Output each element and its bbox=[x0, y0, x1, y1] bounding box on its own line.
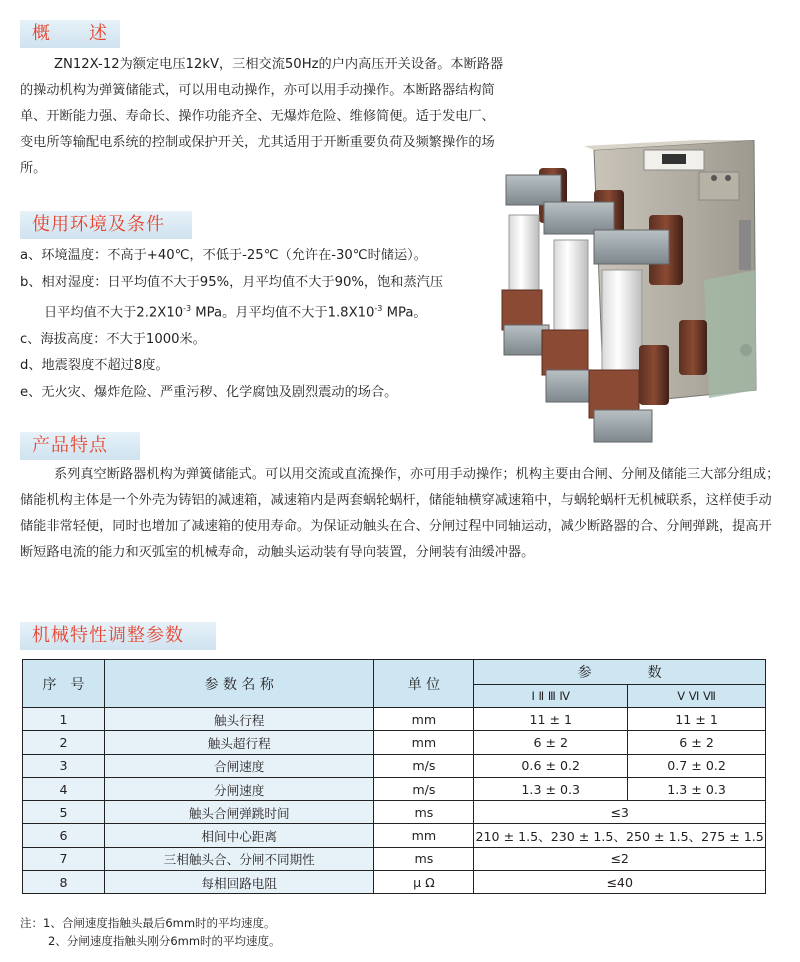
header-name: 参 数 名 称 bbox=[104, 660, 374, 708]
env-item-d: d、地震裂度不超过8度。 bbox=[20, 358, 169, 374]
section-heading-features: 产品特点 bbox=[20, 432, 140, 460]
env-item-c: c、海拔高度：不大于1000米。 bbox=[20, 331, 206, 347]
environment-list bbox=[20, 243, 443, 406]
mechanical-params-table bbox=[22, 659, 766, 894]
note-2: 2、分闸速度指触头刚分6mm时的平均速度。 bbox=[48, 934, 281, 948]
features-paragraph: 系列真空断路器机构为弹簧储能式。可以用交流或直流操作，亦可用手动操作；机构主要由合闸、分闸及储能三大部分组成；储能机构主体是一个外壳为铸铝的减速箱，减速箱内是两套蜗轮蜗杆，储能轴横穿减速箱中，与蜗轮蜗杆无机械联系，这样使手动储能非常轻便，同时也增加了减速箱的使用寿命。为保证动触头在合、分闸过程中同轴运动，减少断路器的合、分闸弹跳，提高开断短路电流的能力和灭弧室的机械寿命，动触头运动装有导向装置，分闸装有油缓冲器。 bbox=[20, 467, 780, 560]
note-1: 注：1、合闸速度指触头最后6mm时的平均速度。 bbox=[20, 916, 276, 930]
env-item-a: a、环境温度：不高于+40℃，不低于-25℃（允许在-30℃时储运）。 bbox=[20, 248, 427, 263]
header-seq: 序 号 bbox=[23, 660, 105, 708]
section-heading-mechanical: 机械特性调整参数 bbox=[20, 622, 216, 650]
header-group-1: Ⅰ Ⅱ Ⅲ Ⅳ bbox=[474, 685, 628, 708]
table-row: 4 分闸速度 m/s 1.3 ± 0.3 1.3 ± 0.3 bbox=[23, 777, 766, 800]
env-item-b: b、相对湿度：日平均值不大于95%，月平均值不大于90%，饱和蒸汽压 bbox=[20, 274, 444, 290]
table-row: 2 触头超行程 mm 6 ± 2 6 ± 2 bbox=[23, 731, 766, 754]
table-row: 1 触头行程 mm 11 ± 1 11 ± 1 bbox=[23, 708, 766, 731]
table-row: 5 触头合闸弹跳时间 ms ≤3 bbox=[23, 801, 766, 824]
table-notes bbox=[20, 914, 281, 950]
table-row: 7 三相触头合、分闸不同期性 ms ≤2 bbox=[23, 847, 766, 870]
env-item-b-continued: 日平均值不大于$2.2X10^{-3}$ MPa。月平均值不大于$1.8X10^{-3}$ MPa。 bbox=[44, 304, 427, 321]
header-param: 参 数 bbox=[474, 660, 766, 685]
table-row: 8 每相回路电阻 μ Ω ≤40 bbox=[23, 871, 766, 894]
header-unit: 单 位 bbox=[374, 660, 474, 708]
section-heading-overview: 概 述 bbox=[20, 20, 120, 48]
table-row: 3 合闸速度 m/s 0.6 ± 0.2 0.7 ± 0.2 bbox=[23, 754, 766, 777]
header-group-2: Ⅴ Ⅵ Ⅶ bbox=[628, 685, 766, 708]
table-row: 6 相间中心距离 mm 210 ± 1.5、230 ± 1.5、250 ± 1.5、275 ± 1.5 bbox=[23, 824, 766, 847]
section-heading-environment: 使用环境及条件 bbox=[20, 211, 192, 239]
overview-paragraph: ZN12X-12为额定电压12kV，三相交流50Hz的户内高压开关设备。本断路器的操动机构为弹簧储能式，可以用电动操作，亦可以用手动操作。本断路器结构简单、开断能力强、寿命长、操作功能齐全、无爆炸危险、维修简便。适于发电厂、变电所等输配电系统的控制或保护开关，尤其适用于开断重要负荷及频繁操作的场所。 bbox=[20, 57, 504, 176]
circuit-breaker-photo bbox=[484, 140, 774, 445]
env-item-e: e、无火灾、爆炸危险、严重污秽、化学腐蚀及剧烈震动的场合。 bbox=[20, 384, 398, 400]
